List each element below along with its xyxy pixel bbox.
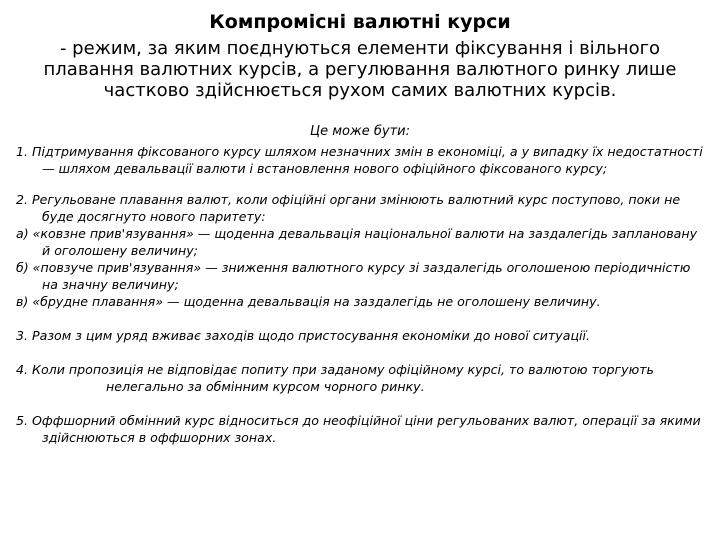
list-subheading: Це може бути:	[310, 124, 410, 139]
regime-list	[16, 143, 706, 446]
slide-title: Компромісні валютні курси	[209, 11, 511, 33]
list-item-3: 3. Разом з цим уряд вживає заходів щодо пристосування економіки до нової ситуації.	[16, 328, 591, 343]
list-item-4: 4. Коли пропозиція не відповідає попиту при заданому офіційному курсі, то валютою торгують нелегально за обмінним курсом чорного ринку.	[16, 362, 654, 394]
intro-definition: - режим, за яким поєднуються елементи фіксування і вільного плавання валютних курсів, а регулювання валютного ринку лише частково здійснюється рухом самих валютних курсів.	[43, 38, 677, 101]
list-item-5: 5. Оффшорний обмінний курс відноситься до неофіційної ціни регульованих валют, операції за якими здійснюються в оффшорних зонах.	[16, 413, 701, 445]
list-item-2: 2. Регульоване плавання валют, коли офіційні органи змінюють валютний курс поступово, поки не буде досягнуто нового паритету:	[16, 192, 681, 224]
list-item-2c: в) «брудне плавання» — щоденна девальвація на заздалегідь не оголошену величину.	[16, 294, 601, 309]
list-item-2b: б) «повзуче прив'язування» — зниження валютного курсу зі заздалегідь оголошеною періодичністю на значну величину;	[16, 260, 691, 292]
list-item-1: 1. Підтримування фіксованого курсу шляхом незначних змін в економіці, а у випадку їх недостатності — шляхом девальвації валюти і встановлення нового офіційного фіксованого курсу;	[16, 144, 703, 176]
list-item-2a: а) «ковзне прив'язування» — щоденна девальвація національної валюти на заздалегідь заплановану й оголошену величину;	[16, 226, 698, 258]
